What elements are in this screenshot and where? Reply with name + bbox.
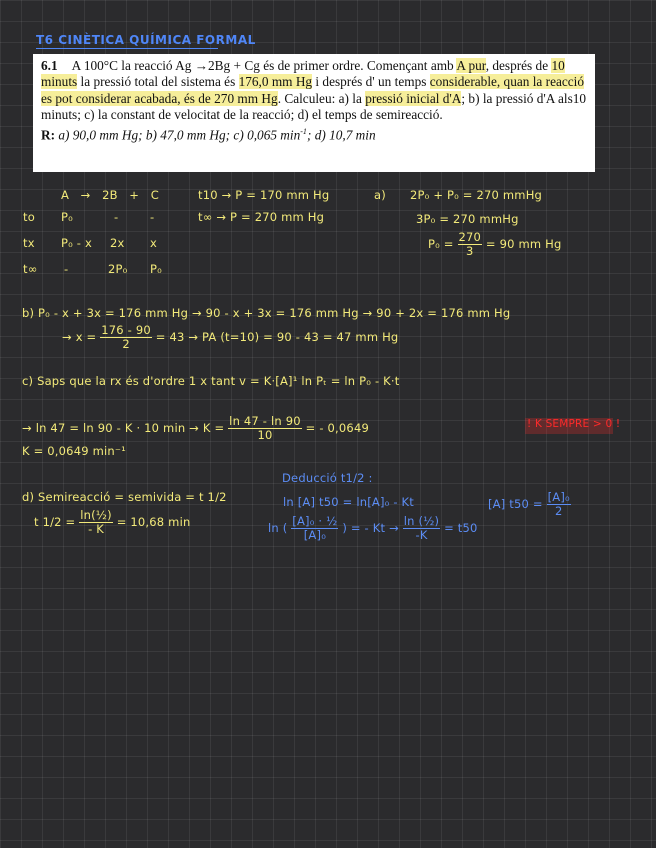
deduction-lhs: [A] t50 = xyxy=(488,497,543,511)
deduction-mid: ) = - Kt → xyxy=(342,521,399,535)
part-d-rhs: = 10,68 min xyxy=(116,515,191,529)
table-cell: P₀ xyxy=(61,210,73,224)
deduction-rhs: = t50 xyxy=(444,521,478,535)
table-row-label: to xyxy=(23,210,35,224)
fraction-numerator: [A]₀ xyxy=(547,490,570,504)
part-c-result: K = 0,0649 min⁻¹ xyxy=(22,444,126,458)
table-header xyxy=(61,188,159,202)
part-a-result xyxy=(428,232,562,257)
table-cell: 2x xyxy=(110,236,125,250)
answers-label: R: xyxy=(41,127,56,143)
part-b-result xyxy=(62,325,398,350)
fraction-denominator: 2 xyxy=(122,336,130,351)
fraction-denominator: 3 xyxy=(466,243,474,258)
part-d-lhs: t 1/2 = xyxy=(34,515,76,529)
fraction-denominator: -K xyxy=(415,527,428,542)
fraction-numerator: [A]₀ · ½ xyxy=(292,514,338,528)
problem-number: 6.1 xyxy=(41,58,58,73)
table-row-label: tx xyxy=(23,236,35,250)
part-a-label: a) xyxy=(374,188,386,202)
table-cell: - xyxy=(114,210,119,224)
problem-text: la pressió total del sistema és xyxy=(77,74,239,90)
table-cell: 2P₀ xyxy=(108,262,128,276)
page-title: T6 CINÈTICA QUÍMICA FORMAL xyxy=(36,33,256,47)
answers-exponent: -1 xyxy=(300,126,307,136)
table-header-cell: 2B xyxy=(102,188,118,202)
deduction-title: Deducció t1/2 : xyxy=(282,471,373,485)
part-c-line: c) Saps que la rx és d'ordre 1 x tant v = K·[A]¹ ln Pₜ = ln P₀ - K·t xyxy=(22,374,400,388)
highlight-text: 10 minuts xyxy=(41,58,565,90)
pressure-note: t10 → P = 170 mm Hg xyxy=(198,188,330,202)
problem-text: ; b) la pressió d'A als10 minuts; c) la constant de velocitat de la reacció; d) el temps de semireacció. xyxy=(41,90,587,123)
fraction-numerator: 176 - 90 xyxy=(101,323,151,337)
answers-text-end: ; d) 10,7 min xyxy=(306,127,376,143)
table-row-label: t∞ xyxy=(23,262,38,276)
part-c-lhs: → ln 47 = ln 90 - K · 10 min → K = xyxy=(22,421,225,435)
fraction-denominator: 2 xyxy=(554,503,563,518)
fraction-numerator: ln(½) xyxy=(80,508,112,522)
table-cell: x xyxy=(150,236,158,250)
table-header-cell: C xyxy=(150,188,159,202)
part-a-line: 3P₀ = 270 mmHg xyxy=(416,212,519,226)
fraction-numerator: ln (½) xyxy=(403,514,440,528)
part-b-rhs: = 43 → PA (t=10) = 90 - 43 = 47 mm Hg xyxy=(155,330,399,344)
deduction-line xyxy=(268,516,478,541)
table-cell: P₀ xyxy=(150,262,162,276)
title-underline xyxy=(36,48,218,49)
deduction-line: ln [A] t50 = ln[A]₀ - Kt xyxy=(283,495,414,509)
problem-text: A 100°C la reacció Ag →2Bg + Cg és de primer ordre. Començant amb xyxy=(71,58,457,73)
problem-text: i després d' un temps xyxy=(312,74,430,90)
warning-note: ! K SEMPRE > 0 ! xyxy=(527,418,621,430)
problem-text: . Calculeu: a) la xyxy=(277,90,366,106)
problem-text: , després de xyxy=(485,58,552,73)
highlight-text: A pur xyxy=(456,58,486,73)
part-a-rhs: = 90 mm Hg xyxy=(485,237,562,251)
highlight-text: 176,0 mm Hg xyxy=(238,74,313,90)
table-cell: - xyxy=(64,262,69,276)
part-d-result xyxy=(34,510,190,535)
table-header-cell: A xyxy=(61,188,70,202)
table-cell: - xyxy=(150,210,155,224)
part-a-line: 2P₀ + P₀ = 270 mmHg xyxy=(410,188,543,202)
answers-text: a) 90,0 mm Hg; b) 47,0 mm Hg; c) 0,065 min xyxy=(58,127,301,143)
fraction-denominator: [A]₀ xyxy=(303,527,327,542)
fraction-denominator: - K xyxy=(88,521,105,536)
fraction-denominator: 10 xyxy=(257,427,273,442)
deduction-line xyxy=(488,492,571,517)
part-c-calc xyxy=(22,416,369,441)
highlight-text: pressió inicial d'A xyxy=(365,90,462,106)
pressure-note: t∞ → P = 270 mm Hg xyxy=(198,210,325,224)
deduction-ln: ln ( xyxy=(268,521,288,535)
fraction-numerator: 270 xyxy=(458,230,482,244)
part-c-rhs: = - 0,0649 xyxy=(305,421,369,435)
part-a-lhs: P₀ = xyxy=(428,237,454,251)
problem-statement xyxy=(33,54,595,172)
highlight-text: considerable, quan la reacció es pot considerar acabada, és de 270 mm Hg xyxy=(41,74,585,106)
table-cell: P₀ - x xyxy=(61,236,93,250)
fraction-numerator: ln 47 - ln 90 xyxy=(229,414,301,428)
table-header-cell: + xyxy=(129,188,140,202)
table-header-cell: → xyxy=(80,188,91,202)
part-d-line: d) Semireacció = semivida = t 1/2 xyxy=(22,490,227,504)
part-b-lhs: → x = xyxy=(62,330,97,344)
part-b-line: b) P₀ - x + 3x = 176 mm Hg → 90 - x + 3x = 176 mm Hg → 90 + 2x = 176 mm Hg xyxy=(22,306,511,320)
